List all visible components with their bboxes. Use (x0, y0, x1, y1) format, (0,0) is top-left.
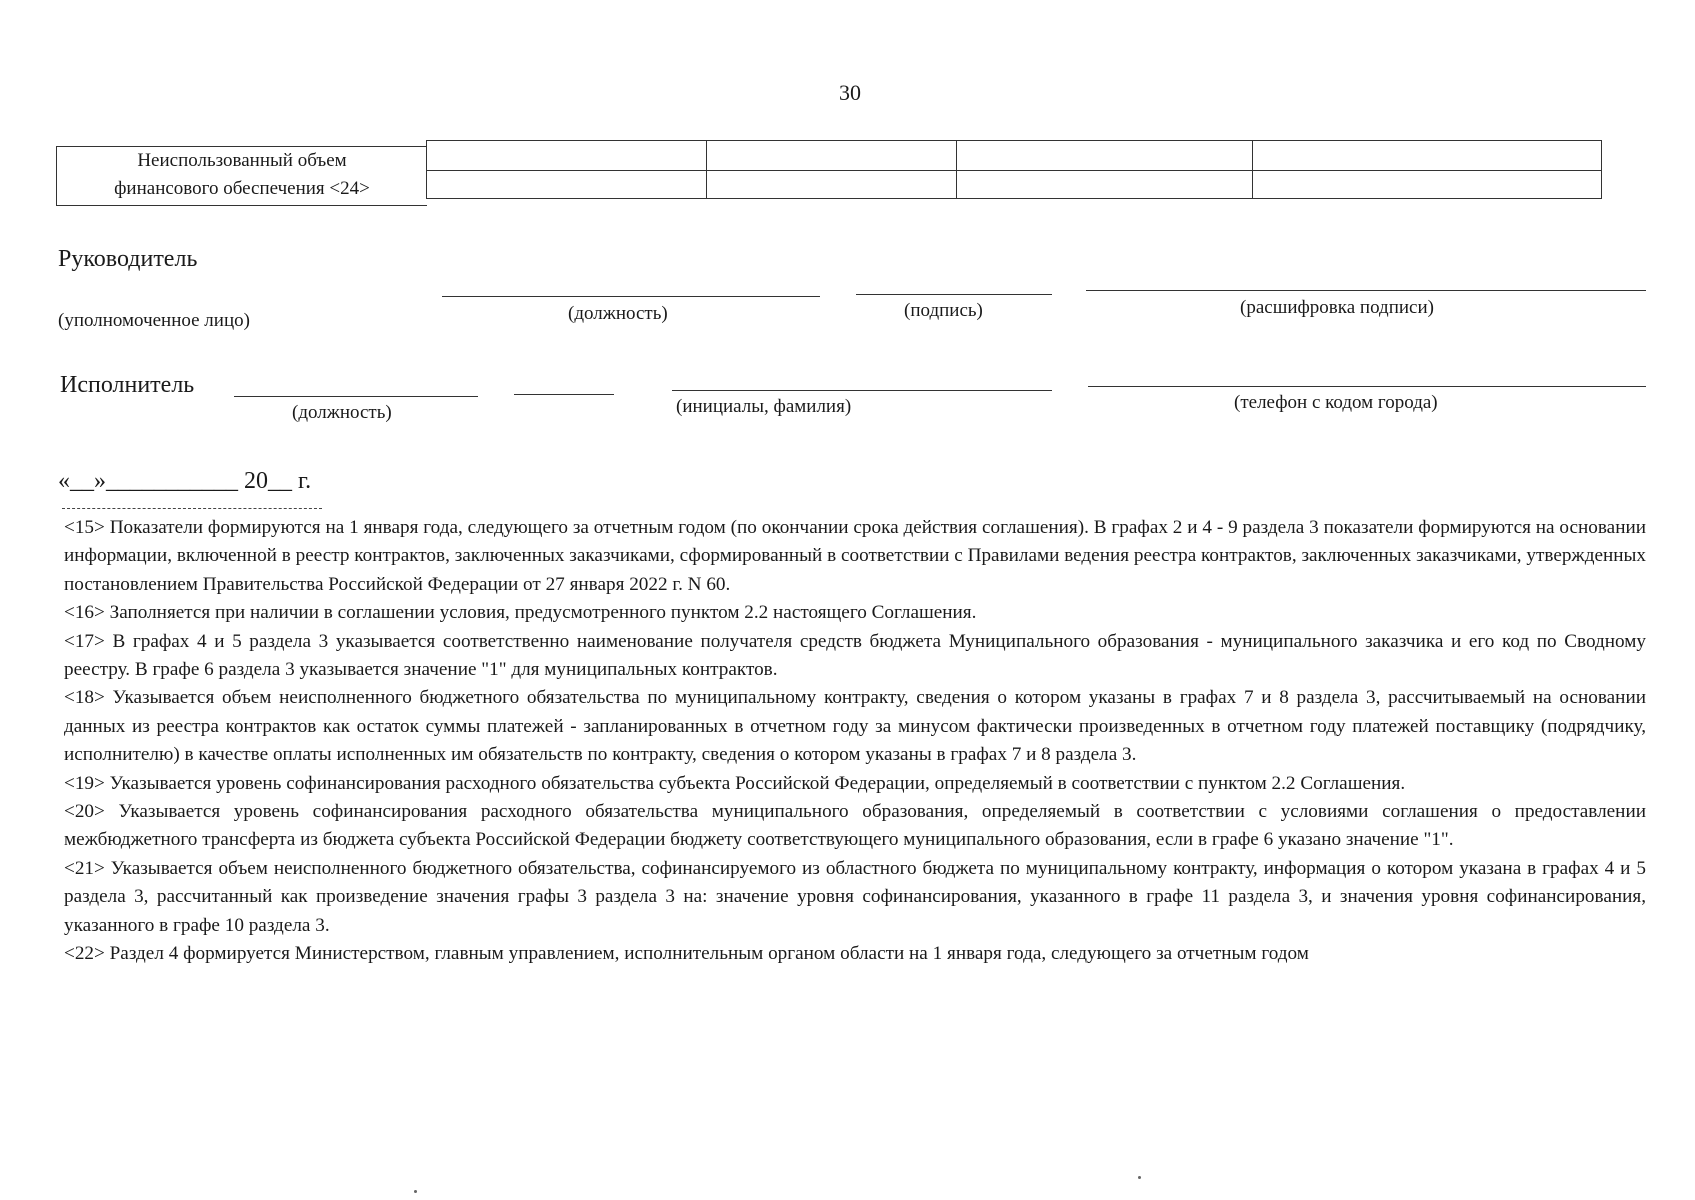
table-mid-line (426, 170, 1602, 171)
executor-phone-caption: (телефон с кодом города) (1234, 392, 1438, 413)
scan-speck (414, 1190, 417, 1193)
footnote-17: <17> В графах 4 и 5 раздела 3 указывается соответственно наименование получателя средств бюджета Муниципального образования - муниципального заказчика и его код по Сводному реестру. В графе 6 раздела 3 указывается значение "1" для муниципальных контрактов. (64, 630, 1646, 681)
footnote-15: <15> Показатели формируются на 1 января года, следующего за отчетным годом (по окончании срока действия соглашения). В графах 2 и 4 - 9 раздела 3 показатели формируются на основании информации, включенной в реестр контрактов, заключенных заказчиками, сформированный в соответствии с Правилами ведения реестра контрактов, заключенных заказчиками, утвержденных постановлением Правительства Российской Федерации от 27 января 2022 г. N 60. (64, 517, 1646, 595)
table-col-divider (956, 140, 957, 198)
head-position-caption: (должность) (568, 303, 668, 324)
footnote-18: <18> Указывается объем неисполненного бюджетного обязательства по муниципальному контракту, сведения о котором указаны в графах 7 и 8 раздела 3, рассчитываемый на основании данных из реестра контрактов как остаток суммы платежей - запланированных в отчетном году за минусом фактически произведенных в отчетном году платежей поставщику (подрядчику, исполнителю) в качестве оплаты исполненных им обязательств по контракту, сведения о котором указаны в графах 7 и 8 раздела 3. (64, 687, 1646, 766)
executor-extra-line (514, 394, 614, 395)
executor-name-caption: (инициалы, фамилия) (676, 396, 852, 417)
table-row-label-line2: финансового обеспечения <24> (114, 178, 370, 199)
table-col-divider (1601, 140, 1602, 198)
footnote-22: <22> Раздел 4 формируется Министерством, главным управлением, исполнительным органом области на 1 января года, следующего за отчетным годом (64, 943, 1309, 965)
footnote-16: <16> Заполняется при наличии в соглашении условия, предусмотренного пунктом 2.2 настоящего Соглашения. (64, 602, 977, 624)
table-col-divider (426, 140, 427, 198)
table-fragment (56, 140, 1602, 204)
head-decoding-line (1086, 290, 1646, 291)
executor-name-line (672, 390, 1052, 391)
head-title: Руководитель (58, 246, 198, 272)
page-number: 30 (839, 80, 861, 105)
head-position-line (442, 296, 820, 297)
footnote-21: <21> Указывается объем неисполненного бюджетного обязательства, софинансируемого из областного бюджета по муниципальному контракту, информация о котором указана в графах 4 и 5 раздела 3, рассчитанный как произведение значения графы 3 раздела 3 на: значение уровня софинансирования, указанного в графе 11 раздела 3, и значения уровня софинансирования, указанного в графе 10 раздела 3. (64, 857, 1646, 936)
table-col-divider (706, 140, 707, 198)
head-subtitle: (уполномоченное лицо) (58, 310, 250, 331)
table-col-divider (1252, 140, 1253, 198)
footnotes (64, 514, 1646, 969)
table-bottom-line (426, 198, 1602, 199)
table-top-line (426, 140, 1602, 141)
footnote-19: <19> Указывается уровень софинансирования расходного обязательства субъекта Российской Федерации, определяемый в соответствии с пунктом 2.2 Соглашения. (64, 772, 1406, 794)
executor-position-caption: (должность) (292, 402, 392, 423)
head-signature-line (856, 294, 1052, 295)
head-signature-caption: (подпись) (904, 300, 983, 321)
table-row-label-line1: Неиспользованный объем (137, 150, 347, 171)
scan-speck (1138, 1176, 1141, 1179)
table-row-label (56, 146, 427, 206)
executor-position-line (234, 396, 478, 397)
executor-phone-line (1088, 386, 1646, 387)
footnote-separator (62, 508, 322, 509)
executor-title: Исполнитель (60, 372, 195, 398)
date-line: «__»___________ 20__ г. (58, 468, 312, 494)
footnote-20: <20> Указывается уровень софинансирования расходного обязательства муниципального образования, определяемый в соответствии с условиями соглашения о предоставлении межбюджетного трансферта из бюджета субъекта Российской Федерации бюджету соответствующего муниципального образования, если в графе 6 указано значение "1". (64, 801, 1646, 851)
head-decoding-caption: (расшифровка подписи) (1240, 297, 1434, 318)
